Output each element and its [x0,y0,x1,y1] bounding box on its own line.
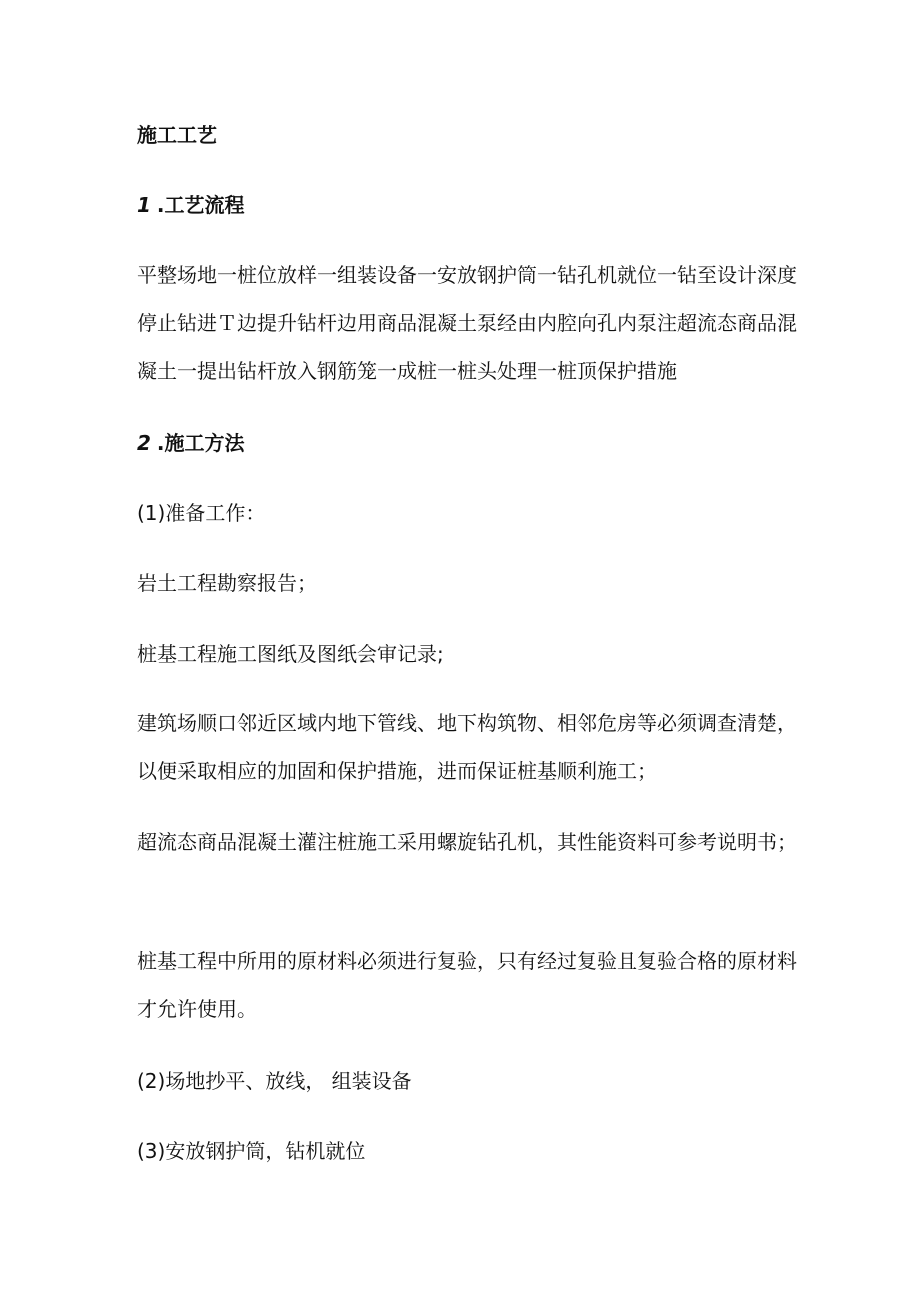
step-1-label: (1)准备工作： [137,501,266,525]
step-3-label: (3)安放钢护筒，钻机就位 [137,1139,366,1163]
section-2-heading [137,419,797,467]
list-item: 桩基工程施工图纸及图纸会审记录; [137,642,444,666]
section-1-number: 1 [137,193,151,217]
list-item: 超流态商品混凝土灌注桩施工采用螺旋钻孔机，其性能资料可参考说明书； [137,830,797,854]
section-2-number: 2 [137,431,151,455]
list-item: 岩土工程勘察报告； [137,571,317,595]
section-1-heading [137,181,797,229]
process-flow-paragraph: 平整场地一桩位放样一组装设备一安放钢护筒一钻孔机就位一钻至设计深度停止钻进Ｔ边提升钻杆边用商品混凝土泵经由内腔向孔内泵注超流态商品混凝土一提出钻杆放入钢筋笼一成桩一桩头处理一桩顶保护措施 [137,263,797,383]
section-2-title: .施工方法 [156,431,245,455]
document-title: 施工工艺 [137,123,217,147]
list-item: 建筑场顺口邻近区域内地下管线、地下构筑物、相邻危房等必须调查清楚，以便采取相应的加固和保护措施，进而保证桩基顺利施工； [137,711,797,783]
section-1-title: .工艺流程 [156,193,245,217]
list-item: 桩基工程中所用的原材料必须进行复验，只有经过复验且复验合格的原材料才允许使用。 [137,949,797,1021]
step-2-label: (2)场地抄平、放线， 组装设备 [137,1069,412,1093]
